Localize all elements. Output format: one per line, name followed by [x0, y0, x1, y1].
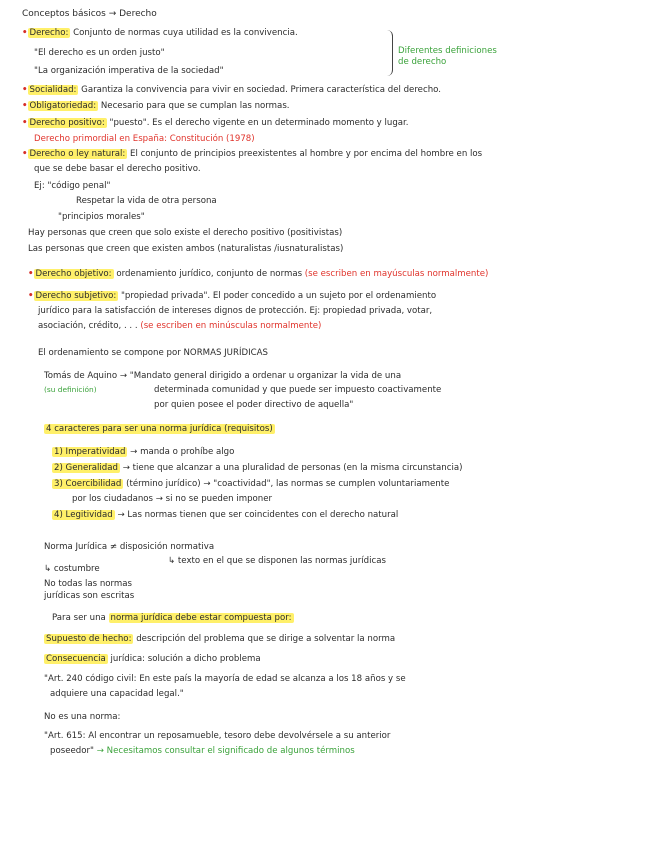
definition-text: → manda o prohíbe algo: [127, 447, 235, 457]
quote-line: "El derecho es un orden justo": [34, 48, 165, 58]
brace-note: [398, 46, 497, 68]
term-highlight: Consecuencia: [46, 654, 106, 664]
text-span: asociación, crédito, . . .: [38, 321, 141, 331]
definition-text: (término jurídico) → "coactividad", las normas se cumplen voluntariamente: [123, 479, 450, 489]
definition-text: Garantiza la convivencia para vivir en sociedad. Primera característica del derecho.: [78, 85, 441, 95]
definition-text: "propiedad privada". El poder concedido a un sujeto por el ordenamiento: [118, 291, 437, 301]
heading-highlight: 4 caracteres para ser una norma jurídica (requisitos): [46, 424, 273, 434]
article-quote: adquiere una capacidad legal.": [50, 689, 184, 699]
text-span: poseedor": [50, 746, 97, 756]
definition-text: El conjunto de principios preexistentes al hombre y por encima del hombre en los: [127, 149, 483, 159]
green-note: → Necesitamos consultar el significado de algunos términos: [96, 746, 355, 756]
definition-supuesto: [44, 633, 395, 645]
text-line: jurídicas son escritas: [44, 591, 135, 601]
text-line: Las personas que creen que existen ambos (naturalistas /iusnaturalistas): [28, 244, 344, 254]
definition-text: "puesto". Es el derecho vigente en un determinado momento y lugar.: [106, 118, 409, 128]
text-line: Hay personas que creen que solo existe el derecho positivo (positivistas): [28, 228, 343, 238]
brace-note-line: Diferentes definiciones: [398, 46, 497, 56]
term-highlight: 4) Legitividad: [54, 510, 113, 520]
definition-text: → tiene que alcanzar a una pluralidad de personas (en la misma circunstancia): [119, 463, 463, 473]
bullet-dot-icon: •: [22, 28, 28, 38]
term-highlight: Derecho objetivo:: [35, 269, 112, 279]
quote-text: "Mandato general dirigido a ordenar u organizar la vida de una: [129, 371, 402, 381]
definition-consecuencia: [44, 653, 261, 665]
definition-derecho-subjetivo: [28, 290, 436, 302]
bullet-dot-icon: •: [28, 291, 34, 301]
definition-text: descripción del problema que se dirige a solventar la norma: [133, 634, 396, 644]
text-line: [38, 320, 321, 332]
bullet-dot-icon: •: [22, 118, 28, 128]
term-highlight: 3) Coercibilidad: [54, 479, 122, 489]
text-line: No todas las normas: [44, 579, 133, 589]
term-highlight: Obligatoriedad:: [29, 101, 97, 111]
quote-line: determinada comunidad y que puede ser impuesto coactivamente: [154, 385, 442, 395]
definition-text: Necesario para que se cumplan las normas.: [98, 101, 290, 111]
requirement-item: [52, 462, 462, 474]
definition-text: → Las normas tienen que ser coincidentes con el derecho natural: [114, 510, 399, 520]
bullet-dot-icon: •: [22, 149, 28, 159]
curly-brace-icon: [384, 30, 393, 76]
example-line: Respetar la vida de otra persona: [76, 196, 217, 206]
bullet-dot-icon: •: [22, 85, 28, 95]
example-line: Ej: "código penal": [34, 181, 111, 191]
example-line: "principios morales": [58, 212, 145, 222]
quote-line: "La organización imperativa de la sociedad": [34, 66, 224, 76]
definition-text: Conjunto de normas cuya utilidad es la convivencia.: [70, 28, 298, 38]
text-line: ↳ texto en el que se disponen las normas jurídicas: [168, 556, 386, 566]
aquino-quote: [44, 370, 401, 382]
text-line: No es una norma:: [44, 712, 121, 722]
red-note: (se escriben en mayúsculas normalmente): [304, 269, 489, 279]
text-highlight: norma jurídica debe estar compuesta por:: [110, 613, 292, 623]
constitution-note: Derecho primordial en España: Constitución (1978): [34, 134, 255, 144]
term-highlight: 1) Imperatividad: [54, 447, 126, 457]
term-highlight: Derecho:: [29, 28, 69, 38]
text-line: Norma Jurídica ≠ disposición normativa: [44, 542, 215, 552]
requirement-item: [52, 446, 234, 458]
text-line: [52, 612, 294, 624]
bullet-dot-icon: •: [28, 269, 34, 279]
article-quote: [50, 745, 355, 757]
text-line: por los ciudadanos → si no se pueden imponer: [72, 494, 273, 504]
section-heading: [44, 423, 275, 435]
definition-socialidad: [22, 84, 441, 96]
bullet-dot-icon: •: [22, 101, 28, 111]
quote-line: por quien posee el poder directivo de aquella": [154, 400, 354, 410]
definition-text: ordenamiento jurídico, conjunto de normas: [113, 269, 305, 279]
term-highlight: Socialidad:: [29, 85, 77, 95]
definition-derecho-objetivo: [28, 268, 488, 280]
definition-note: (su definición): [44, 385, 97, 394]
brace-note-line: de derecho: [398, 57, 447, 67]
text-line: que se debe basar el derecho positivo.: [34, 164, 201, 174]
definition-derecho: [22, 27, 298, 39]
definition-text: jurídica: solución a dicho problema: [107, 654, 261, 664]
requirement-item: [52, 509, 398, 521]
text-line: jurídico para la satisfacción de intereses dignos de protección. Ej: propiedad privada, votar,: [38, 306, 433, 316]
article-quote: "Art. 615: Al encontrar un reposamueble, tesoro debe devolvérsele a su anterior: [44, 731, 391, 741]
definition-obligatoriedad: [22, 100, 290, 112]
term-highlight: Supuesto de hecho:: [46, 634, 132, 644]
definition-derecho-positivo: [22, 117, 409, 129]
term-highlight: Derecho positivo:: [29, 118, 105, 128]
author-label: Tomás de Aquino →: [44, 371, 128, 381]
text-line: El ordenamiento se compone por NORMAS JURÍDICAS: [38, 348, 268, 358]
definition-derecho-natural: [22, 148, 482, 160]
term-highlight: Derecho subjetivo:: [35, 291, 117, 301]
term-highlight: Derecho o ley natural:: [29, 149, 126, 159]
requirement-item: [52, 478, 449, 490]
red-note: (se escriben en minúsculas normalmente): [140, 321, 322, 331]
page-title: Conceptos básicos → Derecho: [22, 9, 157, 19]
text-line: ↳ costumbre: [44, 564, 100, 574]
term-highlight: 2) Generalidad: [54, 463, 118, 473]
article-quote: "Art. 240 código civil: En este país la mayoría de edad se alcanza a los 18 años y se: [44, 674, 406, 684]
text-span: Para ser una: [52, 613, 109, 623]
